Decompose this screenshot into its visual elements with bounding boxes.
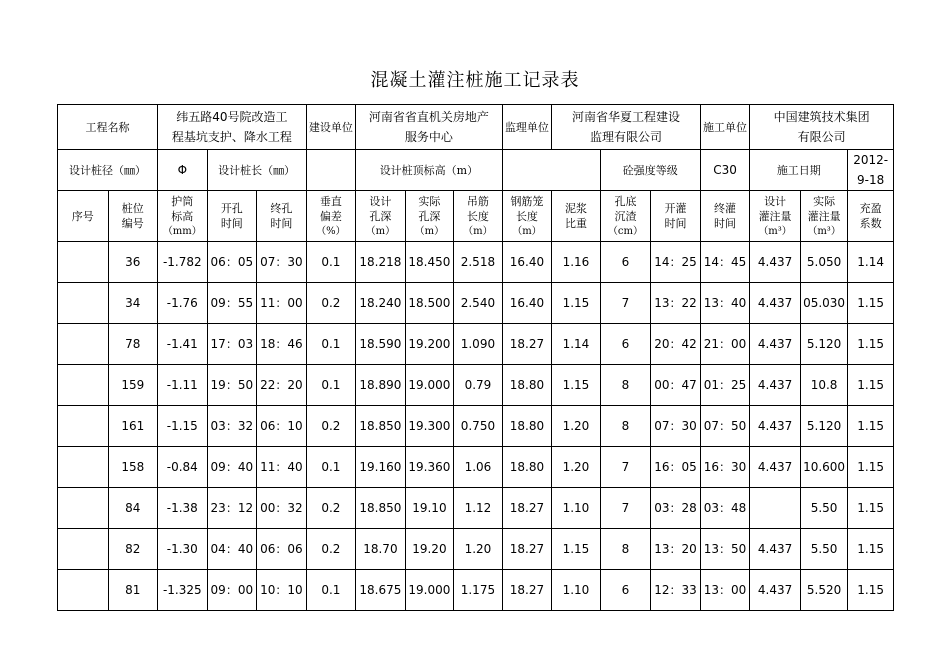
- table-cell: 1.15: [848, 365, 894, 406]
- table-cell: 19.10: [405, 488, 454, 529]
- column-header: 设计 孔深 （m）: [356, 191, 406, 242]
- table-cell: 19.200: [405, 324, 454, 365]
- table-cell: 01：25: [700, 365, 750, 406]
- table-cell: 6: [600, 324, 651, 365]
- column-header: 钢筋笼 长度 （m）: [502, 191, 552, 242]
- table-cell: 78: [108, 324, 158, 365]
- table-cell: 5.50: [800, 529, 848, 570]
- table-cell: -1.41: [158, 324, 208, 365]
- column-header: 泥浆 比重: [552, 191, 601, 242]
- table-cell: 0.1: [306, 447, 356, 488]
- table-cell: 11：40: [257, 447, 307, 488]
- table-cell: [58, 324, 109, 365]
- table-cell: 18.27: [502, 529, 552, 570]
- table-cell: 09：40: [207, 447, 257, 488]
- table-cell: 4.437: [750, 570, 801, 611]
- table-cell: 0.1: [306, 570, 356, 611]
- table-cell: 2.540: [454, 283, 503, 324]
- project-name-label: 工程名称: [58, 105, 158, 150]
- table-cell: 5.120: [800, 406, 848, 447]
- table-cell: 18.27: [502, 570, 552, 611]
- table-cell: 1.20: [454, 529, 503, 570]
- builder-value: 河南省省直机关房地产 服务中心: [356, 105, 503, 150]
- table-row: [58, 365, 894, 406]
- table-cell: 6: [600, 570, 651, 611]
- table-cell: 8: [600, 406, 651, 447]
- table-cell: 81: [108, 570, 158, 611]
- table-cell: 14：25: [651, 242, 701, 283]
- table-cell: 1.15: [848, 283, 894, 324]
- table-cell: 158: [108, 447, 158, 488]
- table-cell: 7: [600, 283, 651, 324]
- table-row: [58, 242, 894, 283]
- table-cell: 34: [108, 283, 158, 324]
- table-cell: 09：55: [207, 283, 257, 324]
- supervisor-label: 监理单位: [502, 105, 552, 150]
- table-cell: 1.15: [848, 529, 894, 570]
- project-name-value: 纬五路40号院改造工 程基坑支护、降水工程: [158, 105, 307, 150]
- table-cell: 0.79: [454, 365, 503, 406]
- table-cell: 4.437: [750, 447, 801, 488]
- table-cell: 20：42: [651, 324, 701, 365]
- table-cell: [58, 242, 109, 283]
- table-cell: 4.437: [750, 529, 801, 570]
- top-elevation-label: 设计桩顶标高（m）: [356, 150, 503, 191]
- table-cell: 16：05: [651, 447, 701, 488]
- table-cell: 4.437: [750, 242, 801, 283]
- table-cell: 18.70: [356, 529, 406, 570]
- column-header: 垂直 偏差 （%）: [306, 191, 356, 242]
- table-cell: [58, 365, 109, 406]
- table-cell: 0.1: [306, 242, 356, 283]
- table-cell: 0.750: [454, 406, 503, 447]
- table-cell: 159: [108, 365, 158, 406]
- date-value: 2012-9-18: [848, 150, 894, 191]
- table-cell: 1.14: [848, 242, 894, 283]
- table-cell: 1.14: [552, 324, 601, 365]
- table-cell: 11：00: [257, 283, 307, 324]
- column-header: 终灌 时间: [700, 191, 750, 242]
- table-cell: 18.218: [356, 242, 406, 283]
- table-cell: 1.15: [552, 283, 601, 324]
- table-cell: 03：48: [700, 488, 750, 529]
- table-cell: 1.10: [552, 570, 601, 611]
- table-cell: -1.30: [158, 529, 208, 570]
- table-cell: 19：50: [207, 365, 257, 406]
- table-cell: 0.2: [306, 406, 356, 447]
- table-cell: 10：10: [257, 570, 307, 611]
- table-cell: 19.000: [405, 570, 454, 611]
- grade-label: 砼强度等级: [600, 150, 700, 191]
- table-cell: 1.15: [848, 406, 894, 447]
- table-cell: 82: [108, 529, 158, 570]
- table-cell: 23：12: [207, 488, 257, 529]
- table-cell: 12：33: [651, 570, 701, 611]
- table-cell: 5.120: [800, 324, 848, 365]
- table-cell: 00：32: [257, 488, 307, 529]
- table-cell: 0.1: [306, 324, 356, 365]
- diameter-value: Φ: [158, 150, 208, 191]
- table-cell: 1.090: [454, 324, 503, 365]
- table-cell: 18.850: [356, 406, 406, 447]
- table-cell: 06：05: [207, 242, 257, 283]
- table-cell: [58, 447, 109, 488]
- column-header: 实际 灌注量 （m³）: [800, 191, 848, 242]
- grade-value: C30: [700, 150, 750, 191]
- column-header: 开孔 时间: [207, 191, 257, 242]
- table-cell: 7: [600, 447, 651, 488]
- table-cell: 1.16: [552, 242, 601, 283]
- column-header: 护筒 标高 （mm）: [158, 191, 208, 242]
- table-cell: 18.675: [356, 570, 406, 611]
- table-cell: 13：40: [700, 283, 750, 324]
- table-cell: 1.20: [552, 447, 601, 488]
- table-cell: 18.80: [502, 365, 552, 406]
- table-cell: 07：50: [700, 406, 750, 447]
- column-header: 吊筋 长度 （m）: [454, 191, 503, 242]
- table-cell: 6: [600, 242, 651, 283]
- table-cell: 1.15: [848, 488, 894, 529]
- length-value: [306, 150, 356, 191]
- table-cell: 17：03: [207, 324, 257, 365]
- table-cell: 00：47: [651, 365, 701, 406]
- length-label: 设计桩长（㎜）: [207, 150, 306, 191]
- table-cell: 04：40: [207, 529, 257, 570]
- table-cell: 1.15: [552, 529, 601, 570]
- table-cell: 16：30: [700, 447, 750, 488]
- column-header: 设计 灌注量 （m³）: [750, 191, 801, 242]
- table-cell: 4.437: [750, 365, 801, 406]
- table-cell: 10.600: [800, 447, 848, 488]
- table-cell: 07：30: [651, 406, 701, 447]
- table-cell: 18.80: [502, 447, 552, 488]
- column-header: 终孔 时间: [257, 191, 307, 242]
- table-cell: -1.76: [158, 283, 208, 324]
- table-cell: 13：50: [700, 529, 750, 570]
- contractor-label: 施工单位: [700, 105, 750, 150]
- table-row: [58, 529, 894, 570]
- table-row: [58, 406, 894, 447]
- table-cell: 16.40: [502, 242, 552, 283]
- table-cell: 0.2: [306, 283, 356, 324]
- page-title: 混凝土灌注桩施工记录表: [370, 70, 580, 91]
- table-cell: 161: [108, 406, 158, 447]
- table-cell: [750, 488, 801, 529]
- table-cell: 03：32: [207, 406, 257, 447]
- table-cell: 8: [600, 365, 651, 406]
- top-elevation-value: [502, 150, 600, 191]
- supervisor-value: 河南省华夏工程建设 监理有限公司: [552, 105, 701, 150]
- table-cell: 4.437: [750, 324, 801, 365]
- table-cell: 1.15: [552, 365, 601, 406]
- table-cell: 03：28: [651, 488, 701, 529]
- table-cell: [58, 406, 109, 447]
- table-cell: [58, 529, 109, 570]
- table-cell: 18.27: [502, 488, 552, 529]
- table-cell: 18.500: [405, 283, 454, 324]
- table-cell: 1.10: [552, 488, 601, 529]
- table-cell: 1.175: [454, 570, 503, 611]
- column-header: 孔底 沉渣 （cm）: [600, 191, 651, 242]
- table-row: [58, 447, 894, 488]
- table-cell: -1.38: [158, 488, 208, 529]
- table-cell: 19.20: [405, 529, 454, 570]
- table-cell: 0.2: [306, 529, 356, 570]
- table-cell: 22：20: [257, 365, 307, 406]
- table-cell: 19.300: [405, 406, 454, 447]
- table-cell: 05.030: [800, 283, 848, 324]
- table-cell: [58, 488, 109, 529]
- table-cell: 18.850: [356, 488, 406, 529]
- table-cell: [58, 570, 109, 611]
- table-cell: 5.50: [800, 488, 848, 529]
- design-spec-row: [58, 150, 894, 191]
- table-cell: -1.782: [158, 242, 208, 283]
- table-cell: 4.437: [750, 283, 801, 324]
- table-cell: 19.160: [356, 447, 406, 488]
- table-cell: 09：00: [207, 570, 257, 611]
- table-cell: 1.12: [454, 488, 503, 529]
- table-cell: 13：20: [651, 529, 701, 570]
- column-header: 实际 孔深 （m）: [405, 191, 454, 242]
- diameter-label: 设计桩径（㎜）: [58, 150, 158, 191]
- table-cell: 18.450: [405, 242, 454, 283]
- table-cell: 5.050: [800, 242, 848, 283]
- project-info-row: [58, 105, 894, 150]
- column-header: 开灌 时间: [651, 191, 701, 242]
- table-cell: 1.15: [848, 324, 894, 365]
- table-cell: 4.437: [750, 406, 801, 447]
- table-cell: 18.890: [356, 365, 406, 406]
- table-cell: 1.15: [848, 447, 894, 488]
- table-cell: 13：00: [700, 570, 750, 611]
- table-cell: 19.360: [405, 447, 454, 488]
- table-cell: 19.000: [405, 365, 454, 406]
- table-cell: 7: [600, 488, 651, 529]
- table-cell: 1.06: [454, 447, 503, 488]
- table-cell: 18.80: [502, 406, 552, 447]
- date-label: 施工日期: [750, 150, 848, 191]
- table-cell: 1.15: [848, 570, 894, 611]
- table-cell: 18：46: [257, 324, 307, 365]
- table-cell: 1.20: [552, 406, 601, 447]
- table-cell: 18.240: [356, 283, 406, 324]
- table-cell: -1.325: [158, 570, 208, 611]
- table-cell: 07：30: [257, 242, 307, 283]
- table-cell: 2.518: [454, 242, 503, 283]
- table-cell: -1.15: [158, 406, 208, 447]
- table-cell: 0.1: [306, 365, 356, 406]
- table-row: [58, 283, 894, 324]
- table-cell: 8: [600, 529, 651, 570]
- table-cell: 0.2: [306, 488, 356, 529]
- table-cell: 10.8: [800, 365, 848, 406]
- table-cell: 16.40: [502, 283, 552, 324]
- table-row: [58, 488, 894, 529]
- table-row: [58, 570, 894, 611]
- table-cell: 18.27: [502, 324, 552, 365]
- record-rows: [58, 242, 894, 611]
- column-header-row: [58, 191, 894, 242]
- table-cell: 84: [108, 488, 158, 529]
- table-cell: [58, 283, 109, 324]
- table-cell: 18.590: [356, 324, 406, 365]
- table-cell: 21：00: [700, 324, 750, 365]
- table-cell: 06：06: [257, 529, 307, 570]
- construction-record-table: [57, 104, 894, 611]
- table-row: [58, 324, 894, 365]
- builder-label: 建设单位: [306, 105, 356, 150]
- table-cell: 13：22: [651, 283, 701, 324]
- table-cell: -0.84: [158, 447, 208, 488]
- table-cell: 14：45: [700, 242, 750, 283]
- table-cell: -1.11: [158, 365, 208, 406]
- column-header: 充盈 系数: [848, 191, 894, 242]
- table-cell: 06：10: [257, 406, 307, 447]
- contractor-value: 中国建筑技术集团 有限公司: [750, 105, 894, 150]
- column-header: 序号: [58, 191, 109, 242]
- column-header: 桩位 编号: [108, 191, 158, 242]
- table-cell: 36: [108, 242, 158, 283]
- table-cell: 5.520: [800, 570, 848, 611]
